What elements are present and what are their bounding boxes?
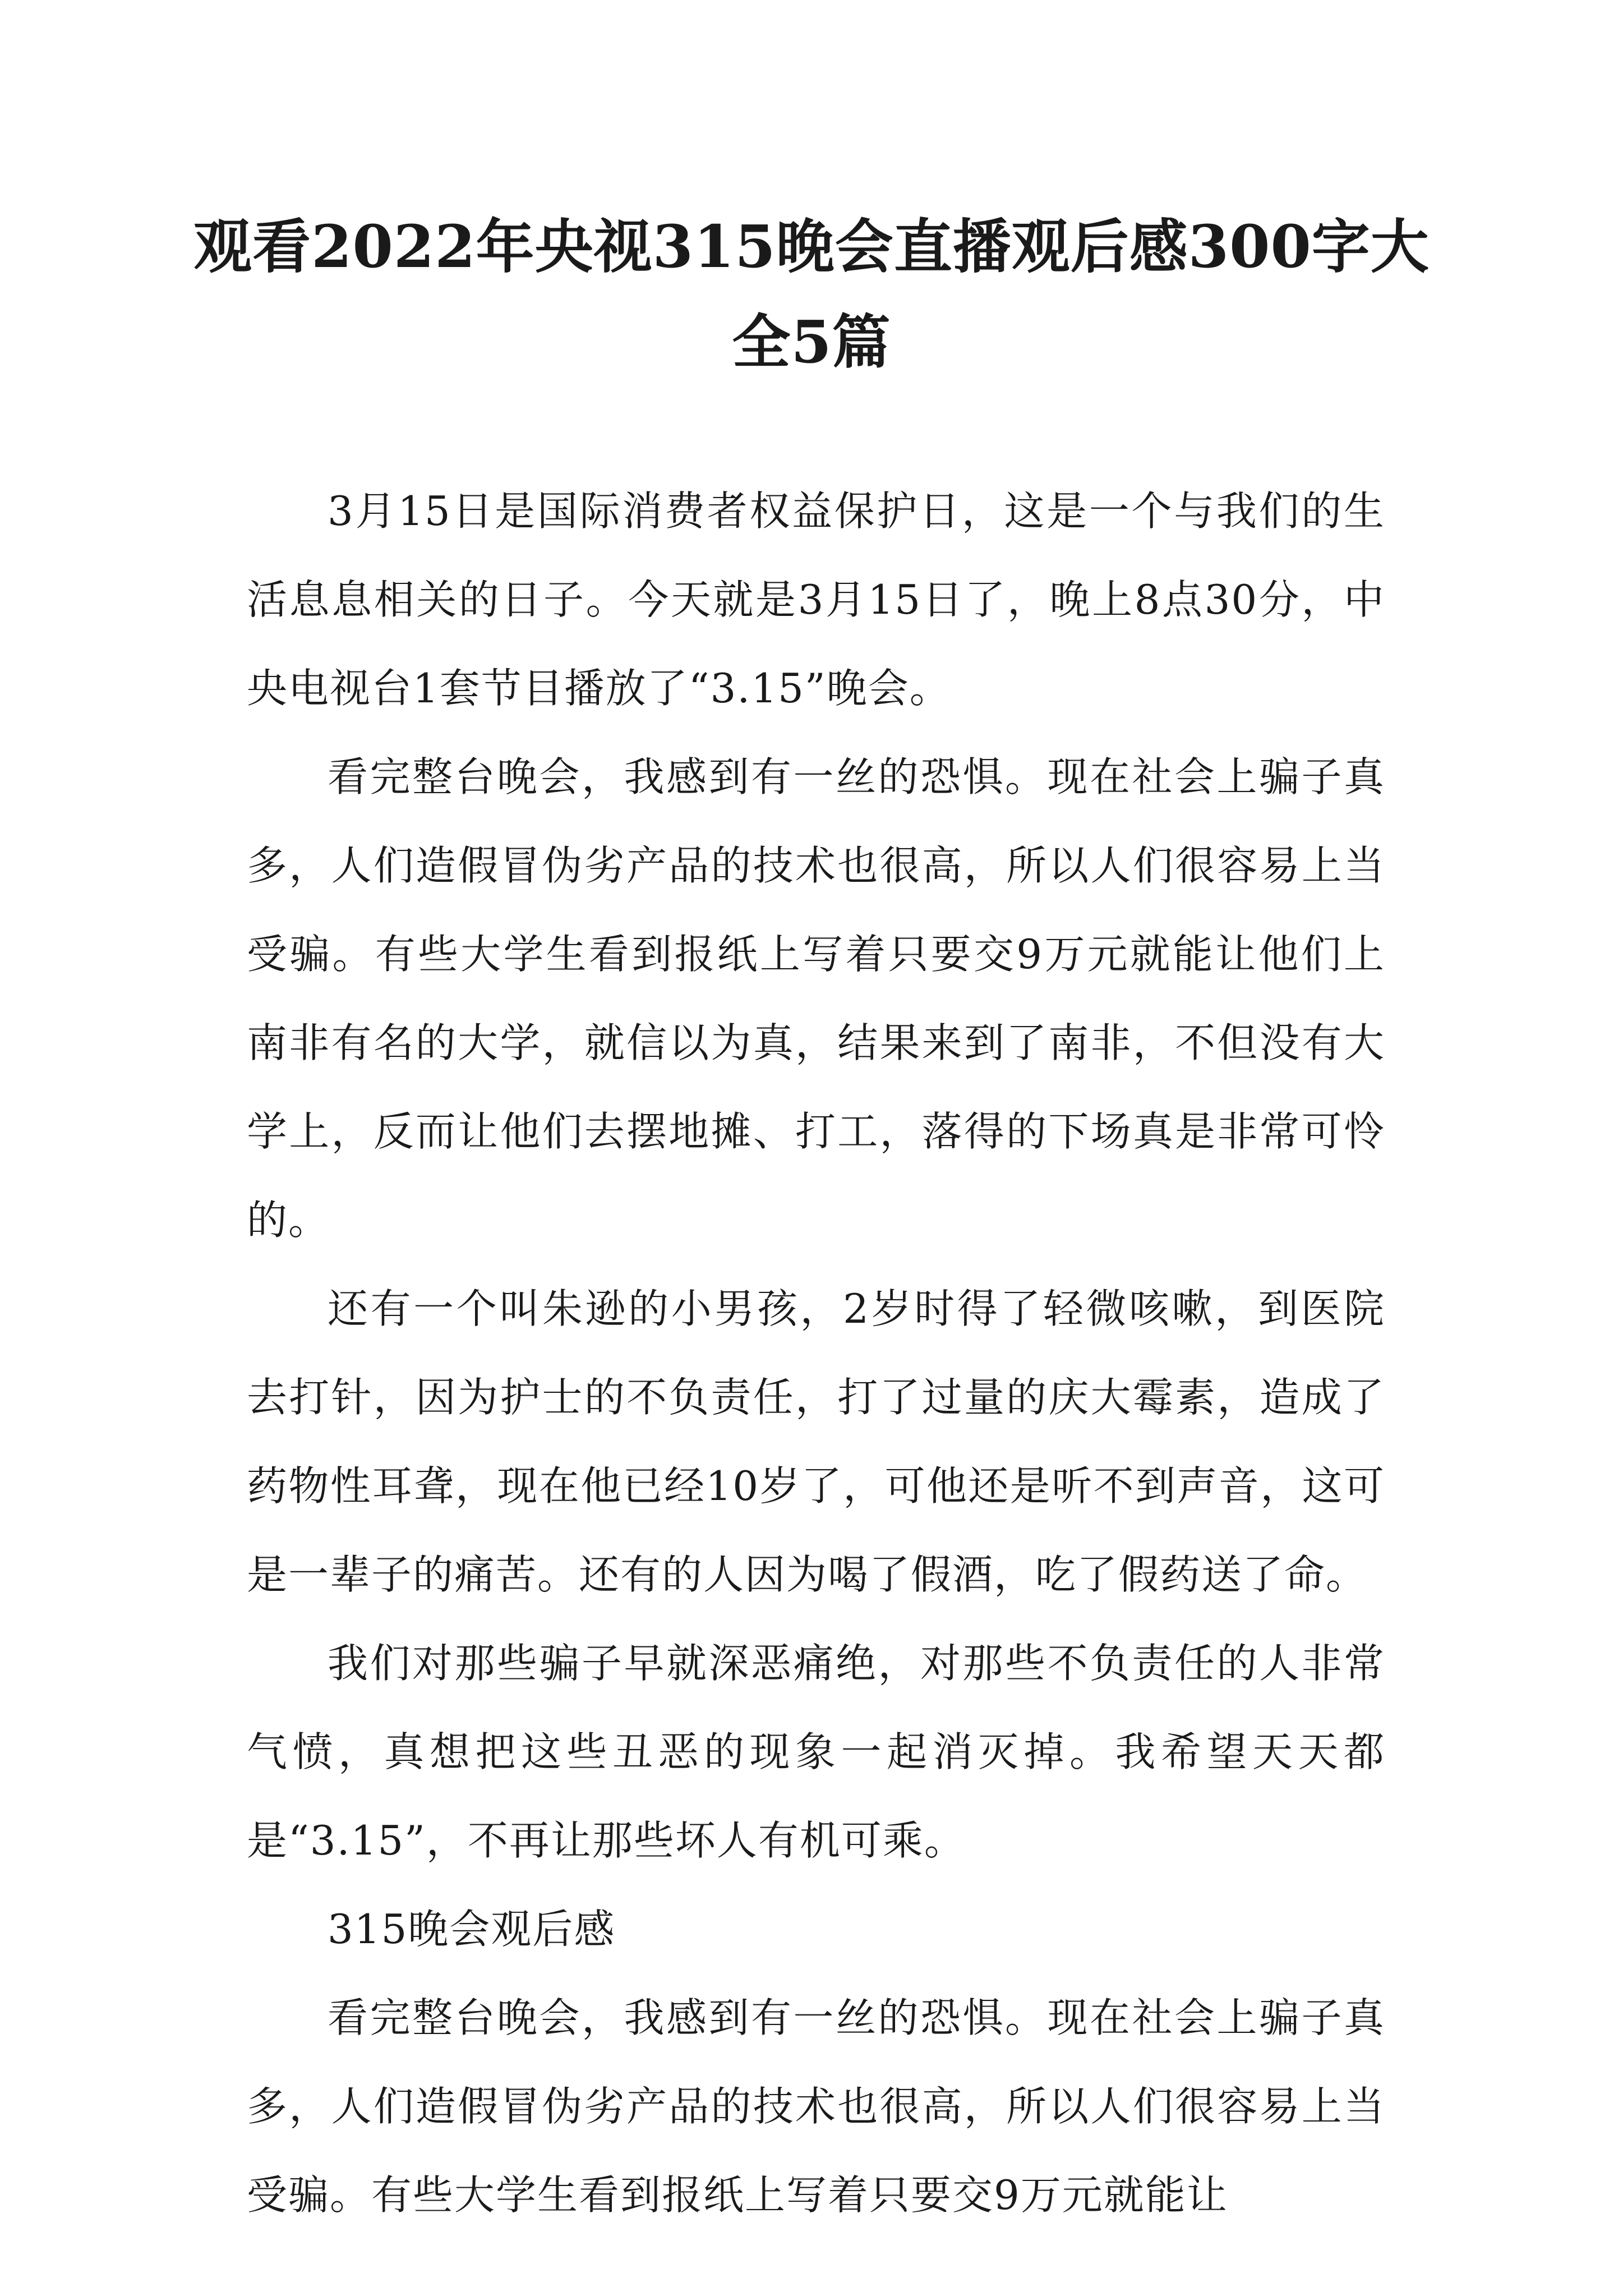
document-title: 观看2022年央视315晚会直播观后感300字大全5篇 bbox=[193, 212, 1430, 376]
document-body bbox=[247, 467, 1385, 2239]
paragraph: 我们对那些骗子早就深恶痛绝，对那些不负责任的人非常气愤，真想把这些丑恶的现象一起消灭掉。我希望天天都是“3.15”，不再让那些坏人有机可乘。 bbox=[247, 1640, 1385, 1864]
paragraph: 3月15日是国际消费者权益保护日，这是一个与我们的生活息息相关的日子。今天就是3月15日了，晚上8点30分，中央电视台1套节目播放了“3.15”晚会。 bbox=[247, 487, 1385, 712]
paragraph: 看完整台晚会，我感到有一丝的恐惧。现在社会上骗子真多，人们造假冒伪劣产品的技术也很高，所以人们很容易上当受骗。有些大学生看到报纸上写着只要交9万元就能让 bbox=[247, 1994, 1385, 2219]
section-heading: 315晚会观后感 bbox=[328, 1906, 616, 1953]
paragraph: 还有一个叫朱逊的小男孩，2岁时得了轻微咳嗽，到医院去打针，因为护士的不负责任，打了过量的庆大霉素，造成了药物性耳聋，现在他已经10岁了，可他还是听不到声音，这可是一辈子的痛苦。还有的人因为喝了假酒，吃了假药送了命。 bbox=[247, 1285, 1385, 1598]
paragraph: 看完整台晚会，我感到有一丝的恐惧。现在社会上骗子真多，人们造假冒伪劣产品的技术也很高，所以人们很容易上当受骗。有些大学生看到报纸上写着只要交9万元就能让他们上南非有名的大学，就信以为真，结果来到了南非，不但没有大学上，反而让他们去摆地摊、打工，落得的下场真是非常可怜的。 bbox=[247, 753, 1385, 1244]
